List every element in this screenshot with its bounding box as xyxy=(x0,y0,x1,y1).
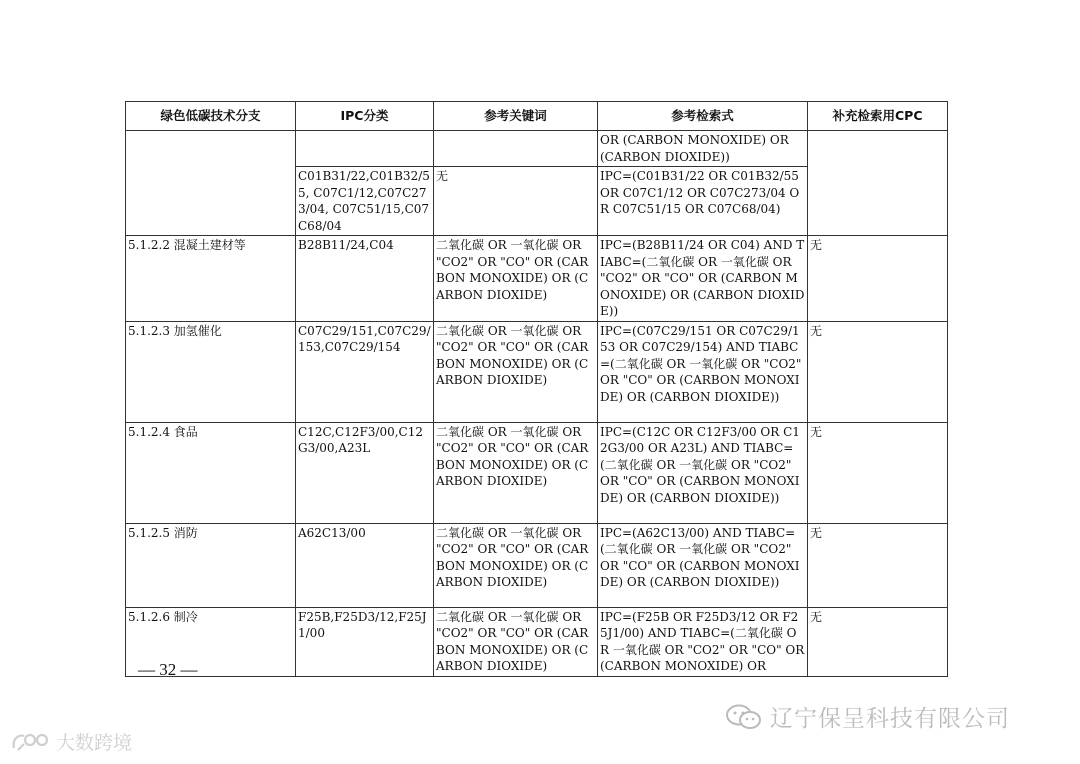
search-strategy-table xyxy=(125,101,948,677)
ipc-cell: C01B31/22,C01B32/55, C07C1/12,C07C273/04, C07C51/15,C07C68/04 xyxy=(296,167,434,236)
table-row xyxy=(126,607,948,676)
brand-logo-icon xyxy=(10,730,52,754)
cpc-cell: 无 xyxy=(808,607,948,676)
branch-cell: 5.1.2.4 食品 xyxy=(126,422,296,523)
keywords-cell: 二氧化碳 OR 一氧化碳 OR "CO2" OR "CO" OR (CARBON MONOXIDE) OR (CARBON DIOXIDE) xyxy=(434,236,598,322)
keywords-cell: 二氧化碳 OR 一氧化碳 OR "CO2" OR "CO" OR (CARBON MONOXIDE) OR (CARBON DIOXIDE) xyxy=(434,523,598,607)
watermark-brand-text: 大数跨境 xyxy=(56,732,133,754)
ipc-cell: B28B11/24,C04 xyxy=(296,236,434,322)
branch-cell: 5.1.2.5 消防 xyxy=(126,523,296,607)
table-row xyxy=(126,321,948,422)
header-ipc: IPC分类 xyxy=(296,102,434,131)
query-cell: OR (CARBON MONOXIDE) OR (CARBON DIOXIDE)) xyxy=(598,131,808,167)
branch-cell: 5.1.2.3 加氢催化 xyxy=(126,321,296,422)
query-cell: IPC=(C07C29/151 OR C07C29/153 OR C07C29/154) AND TIABC=(二氧化碳 OR 一氧化碳 OR "CO2" OR "CO" OR (CARBON MONOXIDE) OR (CARBON DIOXIDE)) xyxy=(598,321,808,422)
cpc-cell: 无 xyxy=(808,523,948,607)
cpc-cell: 无 xyxy=(808,321,948,422)
page-number: — 32 — xyxy=(138,660,198,679)
table-row xyxy=(126,422,948,523)
keywords-cell: 二氧化碳 OR 一氧化碳 OR "CO2" OR "CO" OR (CARBON MONOXIDE) OR (CARBON DIOXIDE) xyxy=(434,607,598,676)
header-keywords: 参考关键词 xyxy=(434,102,598,131)
keywords-cell: 二氧化碳 OR 一氧化碳 OR "CO2" OR "CO" OR (CARBON MONOXIDE) OR (CARBON DIOXIDE) xyxy=(434,422,598,523)
query-cell: IPC=(A62C13/00) AND TIABC=(二氧化碳 OR 一氧化碳 OR "CO2" OR "CO" OR (CARBON MONOXIDE) OR (CARBON DIOXIDE)) xyxy=(598,523,808,607)
cpc-cell: 无 xyxy=(808,236,948,322)
watermark-company-text: 辽宁保呈科技有限公司 xyxy=(770,706,1010,732)
watermark-brand xyxy=(10,728,132,755)
query-cell: IPC=(C12C OR C12F3/00 OR C12G3/00 OR A23L) AND TIABC=(二氧化碳 OR 一氧化碳 OR "CO2" OR "CO" OR (CARBON MONOXIDE) OR (CARBON DIOXIDE)) xyxy=(598,422,808,523)
watermark-company xyxy=(724,700,1010,733)
query-cell: IPC=(B28B11/24 OR C04) AND TIABC=(二氧化碳 OR 一氧化碳 OR "CO2" OR "CO" OR (CARBON MONOXIDE) OR (CARBON DIOXIDE)) xyxy=(598,236,808,322)
branch-cell: 5.1.2.2 混凝土建材等 xyxy=(126,236,296,322)
branch-cell: 5.1.2.6 制冷 xyxy=(126,607,296,676)
wechat-icon xyxy=(724,703,764,731)
ipc-cell: C07C29/151,C07C29/153,C07C29/154 xyxy=(296,321,434,422)
cpc-cell xyxy=(808,131,948,236)
query-cell: IPC=(F25B OR F25D3/12 OR F25J1/00) AND TIABC=(二氧化碳 OR 一氧化碳 OR "CO2" OR "CO" OR (CARBON MONOXIDE) OR xyxy=(598,607,808,676)
query-cell: IPC=(C01B31/22 OR C01B32/55 OR C07C1/12 OR C07C273/04 OR C07C51/15 OR C07C68/04) xyxy=(598,167,808,236)
keywords-cell: 无 xyxy=(434,167,598,236)
table-row xyxy=(126,523,948,607)
ipc-cell: F25B,F25D3/12,F25J1/00 xyxy=(296,607,434,676)
header-branch: 绿色低碳技术分支 xyxy=(126,102,296,131)
ipc-cell: C12C,C12F3/00,C12G3/00,A23L xyxy=(296,422,434,523)
table-header-row xyxy=(126,102,948,131)
table-row xyxy=(126,131,948,167)
ipc-cell xyxy=(296,131,434,167)
header-query: 参考检索式 xyxy=(598,102,808,131)
cpc-cell: 无 xyxy=(808,422,948,523)
header-cpc: 补充检索用CPC xyxy=(808,102,948,131)
keywords-cell: 二氧化碳 OR 一氧化碳 OR "CO2" OR "CO" OR (CARBON MONOXIDE) OR (CARBON DIOXIDE) xyxy=(434,321,598,422)
keywords-cell xyxy=(434,131,598,167)
branch-cell xyxy=(126,131,296,236)
table-row xyxy=(126,236,948,322)
ipc-cell: A62C13/00 xyxy=(296,523,434,607)
